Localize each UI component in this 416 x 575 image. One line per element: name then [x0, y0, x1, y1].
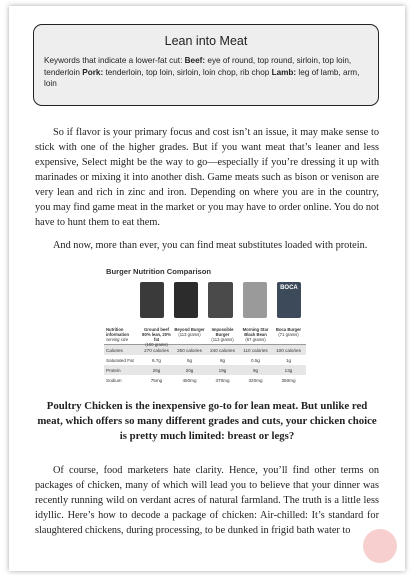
morningstar-package-image — [243, 282, 267, 318]
paragraph-chicken: Of course, food marketers hate clarity. Hence, you’ll find other terms on packages of chicken, many of which will lead you to believe that your dinner was recently running wild on verdant acres of natural farmland. The truth is a little less idyllic. Here’s how to decode a package of chicken: Air-chilled: It’s standard for slaughtered chickens, during processing, to be dunked in frigid bath water to — [35, 465, 379, 536]
sidebar-body — [44, 55, 368, 90]
ground-beef-package-image — [140, 282, 164, 318]
header-ground-beef: Ground beef 80% lean, 20% fat (100 grams) — [142, 327, 171, 347]
beef-cuts: eye of round, top round, sirloin, top loin, tenderloin — [44, 56, 352, 77]
paragraph-grades: So if flavor is your primary focus and cost isn’t an issue, it may make sense to stick with one of the higher grades. But if you want meat that’s leaner and less expensive, Select might be the way to go—especially if you’re dressing it up with marinades or mixing it into another dish. Game meats such as bison or venison are very lean and rich in zinc and iron. Depending on where you are in the country, you may find game meat in the market or you may have to order online. You do not have to hunt them to eat them. — [35, 127, 380, 228]
sidebar-intro: Keywords that indicate a lower-fat cut: — [44, 56, 185, 65]
header-label-cell: Nutrition information serving size — [106, 327, 130, 342]
document-page — [9, 6, 405, 571]
pork-cuts: tenderloin, top loin, sirloin, loin chop, rib chop — [103, 67, 272, 77]
sidebar-title: Lean into Meat — [164, 34, 248, 48]
table-row: Saturated Fat 6.7g 5g 8g 0.5g 1g — [106, 357, 292, 363]
pork-label: Pork: — [82, 67, 104, 77]
table-row: Calories 270 calories 250 calories 240 calories 110 calories 100 calories — [104, 345, 306, 355]
table-row: Sodium 75mg 450mg 370mg 320mg 350mg — [106, 377, 296, 383]
table-row: Protein 26g 20g 19g 9g 13g — [104, 365, 306, 375]
poultry-heading: Poultry Chicken is the inexpensive go-to for lean meat. But unlike red meat, which offers so many different grades and cuts, your chicken choice is pretty much limited: breast or legs? — [37, 400, 377, 442]
beef-label: Beef: — [184, 56, 206, 65]
header-beyond-burger: Beyond Burger (113 grams) — [174, 327, 205, 337]
chart-header-row — [104, 327, 306, 345]
header-boca: Boca Burger (71 grams) — [275, 327, 302, 337]
header-impossible-burger: Impossible Burger (113 grams) — [211, 327, 234, 342]
boca-package-image — [277, 282, 301, 318]
product-images-row — [104, 279, 306, 327]
lean-meat-sidebar — [33, 24, 379, 106]
lamb-cuts: leg of lamb, arm, loin — [44, 67, 360, 88]
chart-title: Burger Nutrition Comparison — [106, 267, 212, 276]
paragraph-substitutes: And now, more than ever, you can find meat substitutes loaded with protein. — [53, 240, 368, 251]
burger-nutrition-chart — [104, 267, 306, 383]
header-morningstar: Morning Star Black Bean (67 grams) — [242, 327, 269, 342]
impossible-burger-package-image — [208, 282, 232, 318]
lamb-label: Lamb: — [271, 67, 297, 77]
beyond-burger-package-image — [174, 282, 198, 318]
watermark-logo — [363, 529, 397, 563]
boca-package-label: BOCA — [280, 285, 298, 291]
